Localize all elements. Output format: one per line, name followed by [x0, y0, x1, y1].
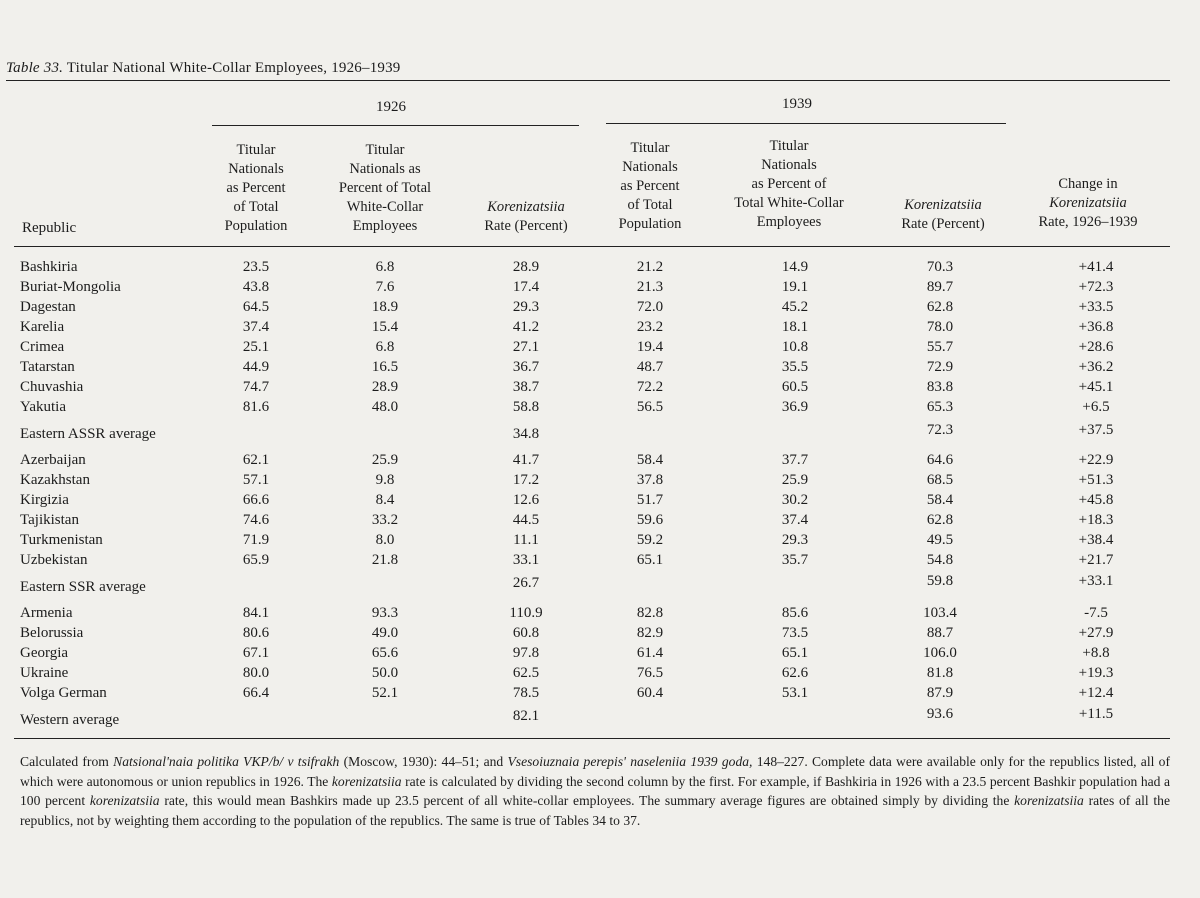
year-1926: 1926: [376, 99, 406, 115]
rule-1926: [212, 125, 579, 126]
table-row: Crimea 25.1 6.8 27.1 19.4 10.8 55.7 +28.6: [20, 339, 1114, 355]
table-row: Ukraine 80.0 50.0 62.5 76.5 62.6 81.8 +19.3: [20, 665, 1114, 681]
table-row: Kazakhstan 57.1 9.8 17.2 37.8 25.9 68.5 +51.3: [20, 472, 1114, 488]
header-change: Change in Korenizatsiia Rate, 1926–1939: [1038, 176, 1138, 230]
table-row: Belorussia 80.6 49.0 60.8 82.9 73.5 88.7 +27.9: [20, 625, 1114, 641]
bottom-rule: [14, 738, 1170, 739]
average-row: Eastern ASSR average 34.8 72.3 +37.5: [20, 422, 1114, 442]
average-row: Eastern SSR average 26.7 59.8 +33.1: [20, 573, 1114, 595]
table-row: Bashkiria 23.5 6.8 28.9 21.2 14.9 70.3 +41.4: [20, 259, 1114, 275]
table-row: Dagestan 64.5 18.9 29.3 72.0 45.2 62.8 +33.5: [20, 299, 1114, 315]
table-row: Georgia 67.1 65.6 97.8 61.4 65.1 106.0 +8.8: [20, 645, 1110, 661]
header-pct-pop-1926: Titular Nationals as Percent of Total Population: [224, 142, 288, 234]
header-republic: Republic: [22, 220, 77, 236]
table-row: Uzbekistan 65.9 21.8 33.1 65.1 35.7 54.8 +21.7: [20, 552, 1114, 568]
header-rate-1939: Korenizatsiia Rate (Percent): [901, 197, 985, 232]
rule-1939: [606, 123, 1006, 124]
header-pct-pop-1939: Titular Nationals as Percent of Total Population: [618, 140, 682, 232]
table-row: Armenia 84.1 93.3 110.9 82.8 85.6 103.4 -7.5: [20, 605, 1108, 621]
source-title-2: Vsesoiuznaia perepis' naseleniia 1939 goda,: [507, 754, 753, 769]
average-row: Western average 82.1 93.6 +11.5: [20, 706, 1114, 728]
table-row: Chuvashia 74.7 28.9 38.7 72.2 60.5 83.8 +45.1: [20, 379, 1114, 395]
header-rate-1926: Korenizatsiia Rate (Percent): [484, 199, 568, 234]
header-pct-wc-1926: Titular Nationals as Percent of Total White-Collar Employees: [338, 142, 432, 234]
table-label: Table 33.: [6, 60, 64, 76]
table-row: Karelia 37.4 15.4 41.2 23.2 18.1 78.0 +36.8: [20, 319, 1114, 335]
footnote: Calculated from Natsional'naia politika VKP/b/ v tsifrakh (Moscow, 1930): 44–51; and Vsesoiuznaia perepis' naseleniia 1939 goda, 148–227. Complete data were available only for the republics listed, all of which were autonomous or union republics in 1926. The korenizatsiia rate is calculated by dividing the second column by the first. For example, if Bashkiria in 1926 with a 23.5 percent Bashkir population had a 100 percent korenizatsiia rate, this would mean Bashkirs made up 23.5 percent of all white-collar employees. The summary average figures are obtained simply by dividing the korenizatsiia rates of all the republics, not by weighting them according to the population of the republics. The same is true of Tables 34 to 37.: [20, 754, 1170, 828]
table-row: Tatarstan 44.9 16.5 36.7 48.7 35.5 72.9 +36.2: [20, 359, 1114, 375]
table-row: Kirgizia 66.6 8.4 12.6 51.7 30.2 58.4 +45.8: [20, 492, 1114, 508]
top-rule: [6, 80, 1170, 81]
table-row: Buriat-Mongolia 43.8 7.6 17.4 21.3 19.1 89.7 +72.3: [20, 279, 1114, 295]
table-row: Turkmenistan 71.9 8.0 11.1 59.2 29.3 49.5 +38.4: [20, 532, 1114, 548]
table-row: Volga German 66.4 52.1 78.5 60.4 53.1 87.9 +12.4: [20, 685, 1114, 701]
table-row: Yakutia 81.6 48.0 58.8 56.5 36.9 65.3 +6.5: [20, 399, 1110, 415]
source-title-1: Natsional'naia politika VKP/b/ v tsifrakh: [113, 754, 340, 769]
header-pct-wc-1939: Titular Nationals as Percent of Total White-Collar Employees: [734, 138, 844, 230]
table-title: Titular National White-Collar Employees, 1926–1939: [66, 60, 401, 76]
table-row: Azerbaijan 62.1 25.9 41.7 58.4 37.7 64.6 +22.9: [20, 452, 1114, 468]
year-1939: 1939: [782, 96, 812, 112]
table-caption: [6, 60, 401, 77]
header-rule: [14, 246, 1170, 247]
table-row: Tajikistan 74.6 33.2 44.5 59.6 37.4 62.8 +18.3: [20, 512, 1114, 528]
